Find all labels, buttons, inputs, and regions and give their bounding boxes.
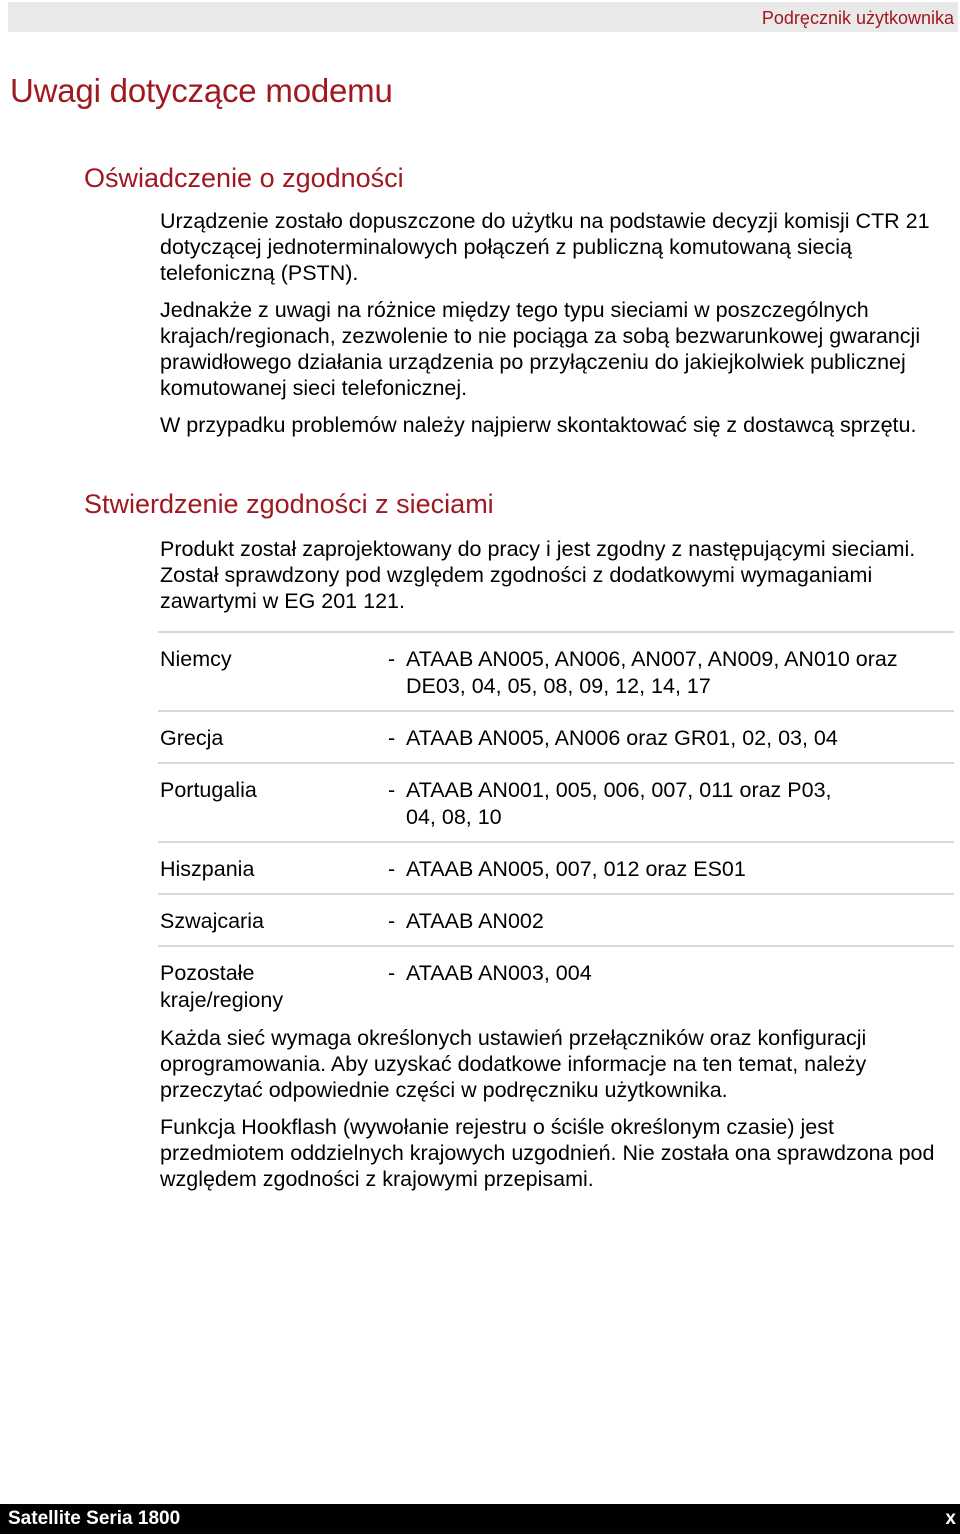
standards-cell: ATAAB AN003, 004 [406, 961, 592, 985]
manual-label: Podręcznik użytkownika [761, 8, 954, 28]
country-cell: Hiszpania [160, 857, 255, 881]
table-row [158, 843, 954, 895]
standards-cell: ATAAB AN005, AN006 oraz GR01, 02, 03, 04 [406, 726, 838, 750]
dash-cell: - [388, 778, 396, 802]
country-cell: Portugalia [160, 778, 257, 802]
networks-table [158, 631, 954, 1024]
compliance-paragraph-1: Urządzenie zostało dopuszczone do użytku na podstawie decyzji komisji CTR 21 dotyczącej jednoterminalowych połączeń z publiczną komutowaną siecią telefoniczną (PSTN). [160, 209, 930, 285]
dash-cell: - [388, 961, 396, 985]
page-title: Uwagi dotyczące modemu [10, 72, 393, 109]
table-row [158, 764, 954, 843]
standards-cell: ATAAB AN005, AN006, AN007, AN009, AN010 oraz DE03, 04, 05, 08, 09, 12, 14, 17 [406, 647, 898, 698]
country-cell: Grecja [160, 726, 224, 750]
standards-cell: ATAAB AN001, 005, 006, 007, 011 oraz P03, 04, 08, 10 [406, 778, 832, 829]
page-footer [0, 1504, 960, 1534]
table-row [158, 633, 954, 712]
country-cell: Niemcy [160, 647, 232, 671]
section-title-network-compatibility: Stwierdzenie zgodności z sieciami [84, 489, 494, 519]
table-row [158, 947, 954, 1024]
standards-cell: ATAAB AN002 [406, 909, 544, 933]
section-title-compliance: Oświadczenie o zgodności [84, 163, 404, 193]
hookflash-paragraph: Funkcja Hookflash (wywołanie rejestru o ściśle określonym czasie) jest przedmiotem oddzielnych krajowych uzgodnień. Nie została ona sprawdzona pod względem zgodności z krajowymi przepisami. [160, 1115, 935, 1191]
table-row [158, 712, 954, 764]
compliance-paragraph-2: Jednakże z uwagi na różnice między tego typu sieciami w poszczególnych krajach/regionach, zezwolenie to nie pociąga za sobą bezwarunkowej gwarancji prawidłowego działania urządzenia po przyłączeniu do jakiejkolwiek publicznej komutowanej sieci telefonicznej. [160, 298, 921, 400]
table-row [158, 895, 954, 947]
product-name: Satellite Seria 1800 [8, 1508, 181, 1529]
compliance-paragraph-3: W przypadku problemów należy najpierw skontaktować się z dostawcą sprzętu. [160, 413, 917, 437]
dash-cell: - [388, 726, 396, 750]
dash-cell: - [388, 857, 396, 881]
network-paragraph: Produkt został zaprojektowany do pracy i jest zgodny z następującymi sieciami. Został sprawdzony pod względem zgodności z dodatkowymi wymaganiami zawartymi w EG 201 121. [160, 537, 916, 613]
country-cell: Pozostałe kraje/regiony [160, 961, 284, 1012]
page-header [8, 2, 958, 32]
page-number: x [945, 1508, 956, 1529]
dash-cell: - [388, 647, 396, 671]
country-cell: Szwajcaria [160, 909, 264, 933]
dash-cell: - [388, 909, 396, 933]
switch-settings-paragraph: Każda sieć wymaga określonych ustawień przełączników oraz konfiguracji oprogramowania. Aby uzyskać dodatkowe informacje na ten temat, należy przeczytać odpowiednie części w podręczniku użytkownika. [160, 1026, 867, 1102]
standards-cell: ATAAB AN005, 007, 012 oraz ES01 [406, 857, 746, 881]
